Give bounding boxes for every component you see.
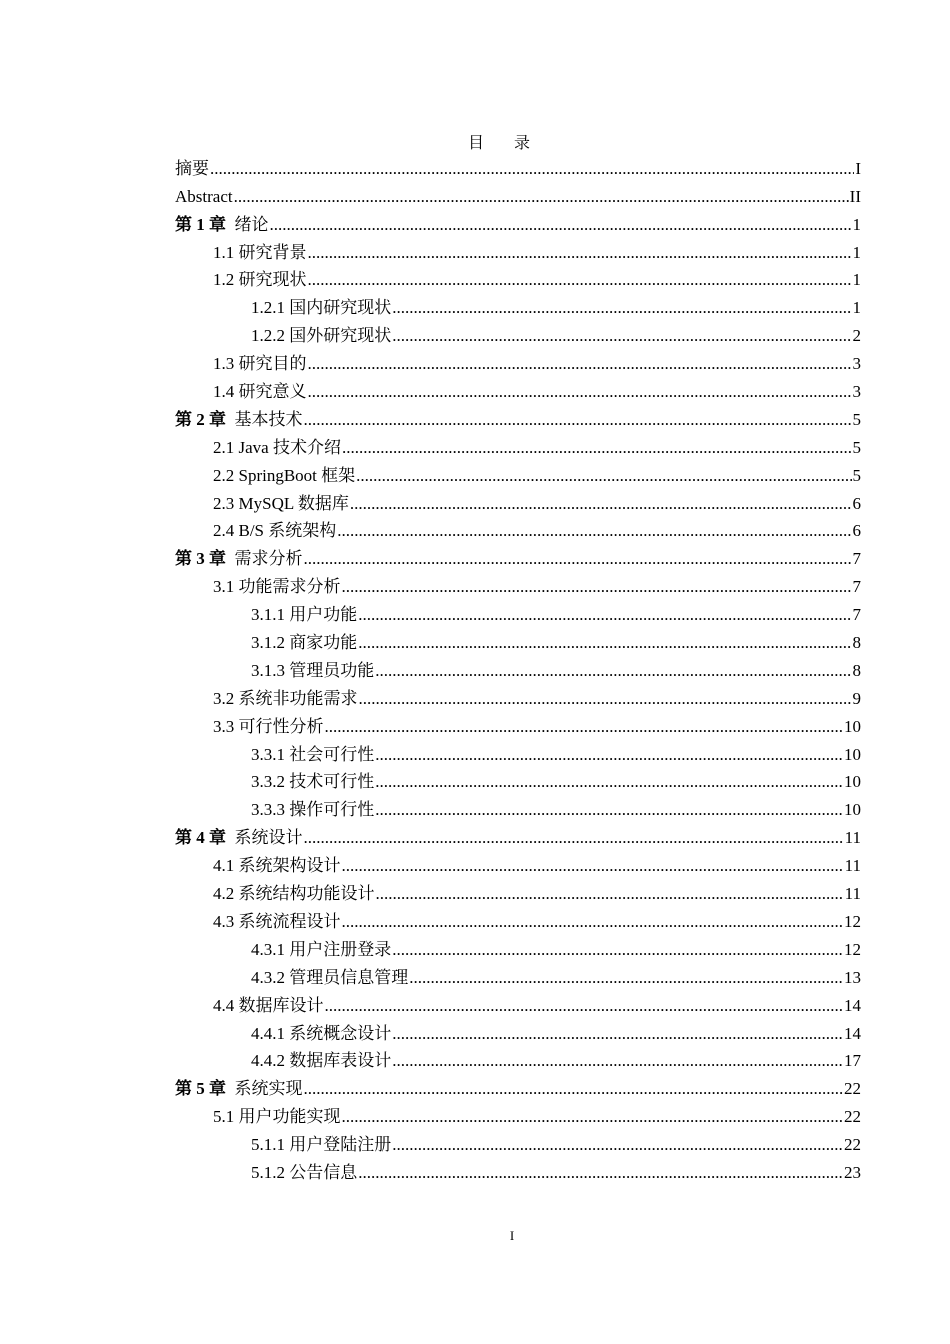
toc-entry-number: 2.1 [213, 437, 235, 457]
toc-entry-label [213, 437, 341, 459]
toc-title: 目录 [467, 135, 560, 152]
toc-entry-page: 11 [844, 828, 861, 848]
dot-leader [375, 660, 851, 682]
toc-entry[interactable] [175, 1045, 861, 1073]
page-number-footer: I [509, 1228, 515, 1243]
toc-entry-text: 研究背景 [238, 242, 307, 262]
toc-entry-page: 14 [844, 995, 861, 1015]
toc-entry[interactable] [175, 515, 861, 543]
toc-entry-number: 4.3.2 [251, 967, 285, 987]
toc-entry-number: 4.3.1 [251, 939, 285, 959]
toc-entry-text: 基本技术 [234, 409, 303, 429]
dot-leader [358, 1162, 843, 1184]
dot-leader [304, 1078, 844, 1100]
toc-entry-label [213, 716, 324, 738]
toc-entry[interactable] [175, 1156, 861, 1184]
dot-leader [356, 465, 851, 487]
toc-entry[interactable] [175, 291, 861, 319]
toc-entry[interactable] [175, 403, 861, 431]
toc-entry-label [213, 576, 341, 598]
toc-entry-text: 技术可行性 [289, 772, 375, 792]
toc-entry-number: 1.2.1 [251, 298, 285, 318]
toc-entry-text: 绪论 [234, 214, 269, 234]
toc-entry-number: 3.3.3 [251, 800, 285, 820]
toc-entry-page: 10 [844, 716, 861, 736]
toc-entry-text: 研究目的 [238, 354, 307, 374]
toc-entry-text: 可行性分析 [238, 716, 324, 736]
toc-entry-label [175, 186, 233, 208]
toc-entry-text: 系统架构设计 [238, 856, 341, 876]
toc-entry-label [213, 1106, 341, 1128]
toc-entry[interactable] [175, 570, 861, 598]
toc-entry[interactable] [175, 431, 861, 459]
toc-entry-number: 1.3 [213, 354, 235, 374]
toc-entry-page: 22 [844, 1079, 861, 1099]
toc-entry[interactable] [175, 933, 861, 961]
toc-entry-label [213, 520, 336, 542]
toc-entry-text: 数据库表设计 [289, 1051, 392, 1071]
toc-entry-page: 1 [852, 214, 861, 234]
dot-leader [308, 353, 852, 375]
toc-entry-page: I [855, 158, 861, 178]
dot-leader [358, 604, 851, 626]
dot-leader [342, 437, 852, 459]
toc-entry-text: SpringBoot 框架 [238, 465, 356, 485]
toc-entry-number: 3.1.3 [251, 660, 285, 680]
toc-entry-number: 第 5 章 [175, 1079, 226, 1099]
toc-entry-text: 用户登陆注册 [289, 1135, 392, 1155]
toc-entry[interactable] [175, 180, 861, 208]
toc-entry[interactable] [175, 766, 861, 794]
dot-leader [304, 827, 844, 849]
toc-entry[interactable] [175, 654, 861, 682]
toc-entry-page: 3 [852, 354, 861, 374]
toc-entry-label [175, 1078, 303, 1100]
toc-entry-label [175, 827, 303, 849]
dot-leader [325, 995, 844, 1017]
toc-entry-number: 1.1 [213, 242, 235, 262]
dot-leader [392, 939, 843, 961]
toc-entry-page: II [849, 186, 861, 206]
toc-entry[interactable] [175, 375, 861, 403]
toc-entry-number: 2.4 [213, 521, 235, 541]
dot-leader [325, 716, 844, 738]
toc-entry[interactable] [175, 793, 861, 821]
toc-entry-text: 国内研究现状 [289, 298, 392, 318]
toc-entry[interactable] [175, 208, 861, 236]
toc-entry-text: B/S 系统架构 [238, 521, 337, 541]
dot-leader [342, 911, 844, 933]
dot-leader [337, 520, 851, 542]
toc-entry-label [251, 660, 374, 682]
toc-entry[interactable] [175, 1017, 861, 1045]
toc-entry-label [213, 855, 341, 877]
toc-entry-text: 系统设计 [234, 828, 303, 848]
toc-entry-page: 11 [844, 884, 861, 904]
toc-entry-label [251, 799, 374, 821]
toc-entry[interactable] [175, 738, 861, 766]
toc-entry-label [251, 939, 391, 961]
toc-entry-number: 2.3 [213, 493, 235, 513]
dot-leader [210, 158, 854, 180]
toc-entry-text: 系统流程设计 [238, 911, 341, 931]
toc-entry-text: 管理员功能 [289, 660, 375, 680]
toc-entry[interactable] [175, 1100, 861, 1128]
toc-entry-label [213, 353, 307, 375]
toc-entry-number: 3.3 [213, 716, 235, 736]
toc-entry-page: 10 [844, 800, 861, 820]
dot-leader [375, 799, 843, 821]
dot-leader [234, 186, 849, 208]
toc-entry-text: 研究现状 [238, 270, 307, 290]
toc-entry-number: 1.2.2 [251, 326, 285, 346]
dot-leader [392, 297, 851, 319]
toc-entry-page: 3 [852, 382, 861, 402]
toc-entry-label [213, 465, 355, 487]
toc-entry-label [251, 1050, 391, 1072]
toc-entry-number: 4.4.1 [251, 1023, 285, 1043]
toc-entry[interactable] [175, 961, 861, 989]
toc-entry-number: 4.4 [213, 995, 235, 1015]
dot-leader [304, 548, 852, 570]
toc-entry-number: 2.2 [213, 465, 235, 485]
toc-entry-label [213, 242, 307, 264]
toc-entry-label [251, 1162, 357, 1184]
toc-entry-page: 6 [852, 521, 861, 541]
toc-entry-page: 13 [844, 967, 861, 987]
toc-entry-text: Java 技术介绍 [238, 437, 341, 457]
toc-entry[interactable] [175, 319, 861, 347]
toc-entry-text: Abstract [175, 186, 233, 206]
toc-entry-page: 7 [852, 577, 861, 597]
dot-leader [358, 632, 851, 654]
toc-entry[interactable] [175, 542, 861, 570]
toc-entry-page: 12 [844, 939, 861, 959]
toc-entry[interactable] [175, 152, 861, 180]
toc-entry-label [251, 771, 374, 793]
toc-entry-text: 操作可行性 [289, 800, 375, 820]
toc-entry-label [251, 632, 357, 654]
toc-entry-text: 商家功能 [289, 633, 358, 653]
dot-leader [342, 855, 844, 877]
toc-entry-page: 5 [852, 437, 861, 457]
dot-leader [376, 883, 844, 905]
dot-leader [342, 576, 852, 598]
toc-entry-page: 5 [852, 465, 861, 485]
toc-entry[interactable] [175, 849, 861, 877]
dot-leader [392, 325, 851, 347]
toc-entry[interactable] [175, 710, 861, 738]
toc-entry[interactable] [175, 264, 861, 292]
toc-entry-label [251, 1023, 391, 1045]
toc-entry-number: 4.1 [213, 856, 235, 876]
toc-entry[interactable] [175, 236, 861, 264]
toc-entry[interactable] [175, 821, 861, 849]
dot-leader [392, 1134, 843, 1156]
dot-leader [342, 1106, 844, 1128]
toc-entry-number: 3.3.1 [251, 744, 285, 764]
dot-leader [270, 214, 852, 236]
toc-entry[interactable] [175, 459, 861, 487]
toc-entry-label [175, 548, 303, 570]
toc-entry[interactable] [175, 877, 861, 905]
dot-leader [308, 381, 852, 403]
toc-entry-page: 5 [852, 409, 861, 429]
toc-entry[interactable] [175, 347, 861, 375]
toc-entry-page: 7 [852, 605, 861, 625]
dot-leader [392, 1050, 843, 1072]
dot-leader [409, 967, 843, 989]
toc-entry-text: 研究意义 [238, 382, 307, 402]
toc-entry-page: 22 [844, 1135, 861, 1155]
toc-entry-number: 5.1 [213, 1107, 235, 1127]
toc-entry-number: 1.4 [213, 382, 235, 402]
toc-entry-number: 5.1.2 [251, 1162, 285, 1182]
toc-entry-number: 1.2 [213, 270, 235, 290]
dot-leader [359, 688, 852, 710]
toc-entry-label [213, 995, 324, 1017]
toc-entry-number: 3.3.2 [251, 772, 285, 792]
toc-entry-label [213, 688, 358, 710]
toc-entry-text: 系统结构功能设计 [238, 884, 375, 904]
toc-entry-number: 3.1.1 [251, 605, 285, 625]
toc-entry-page: 23 [844, 1162, 861, 1182]
toc-entry-page: 22 [844, 1107, 861, 1127]
dot-leader [350, 493, 852, 515]
toc-entry[interactable] [175, 682, 861, 710]
toc-entry[interactable] [175, 626, 861, 654]
toc-entry-text: 用户功能实现 [238, 1107, 341, 1127]
toc-entry-label [175, 409, 303, 431]
toc-entry-page: 10 [844, 744, 861, 764]
toc-entry-number: 5.1.1 [251, 1135, 285, 1155]
toc-entry-label [251, 1134, 391, 1156]
dot-leader [308, 242, 852, 264]
toc-entry-page: 8 [852, 660, 861, 680]
toc-entry-label [251, 297, 391, 319]
dot-leader [392, 1023, 843, 1045]
toc-entry-page: 12 [844, 911, 861, 931]
dot-leader [308, 269, 852, 291]
toc-entry[interactable] [175, 1128, 861, 1156]
toc-entry-page: 6 [852, 493, 861, 513]
toc-entry-label [213, 381, 307, 403]
toc-entry-text: 国外研究现状 [289, 326, 392, 346]
toc-entry-page: 1 [852, 242, 861, 262]
toc-entry-page: 17 [844, 1051, 861, 1071]
toc-entry[interactable] [175, 598, 861, 626]
toc-entry-number: 第 2 章 [175, 409, 226, 429]
toc-entry-text: 数据库设计 [238, 995, 324, 1015]
toc-entry-label [251, 744, 374, 766]
toc-entry-number: 4.3 [213, 911, 235, 931]
toc-entry-number: 第 3 章 [175, 549, 226, 569]
toc-entry-label [175, 158, 209, 180]
toc-entry-label [213, 883, 375, 905]
toc-entry-page: 8 [852, 633, 861, 653]
toc-entry-number: 3.1.2 [251, 633, 285, 653]
toc-entry-text: 系统实现 [234, 1079, 303, 1099]
toc-entry-number: 4.4.2 [251, 1051, 285, 1071]
toc-entry-number: 4.2 [213, 884, 235, 904]
toc-entry-text: 用户功能 [289, 605, 358, 625]
toc-entry[interactable] [175, 905, 861, 933]
toc-entry-text: 系统非功能需求 [238, 688, 358, 708]
toc-entry-text: 社会可行性 [289, 744, 375, 764]
table-of-contents [175, 152, 861, 1184]
toc-entry-text: 用户注册登录 [289, 939, 392, 959]
toc-entry-page: 11 [844, 856, 861, 876]
toc-entry-text: 系统概念设计 [289, 1023, 392, 1043]
toc-entry-text: 功能需求分析 [238, 577, 341, 597]
toc-entry-text: 公告信息 [289, 1162, 358, 1182]
toc-entry-label [251, 604, 357, 626]
toc-entry-label [251, 967, 408, 989]
toc-entry-page: 2 [852, 326, 861, 346]
toc-entry-page: 1 [852, 270, 861, 290]
toc-entry[interactable] [175, 1072, 861, 1100]
toc-entry-number: 第 1 章 [175, 214, 226, 234]
toc-entry-label [213, 911, 341, 933]
toc-entry[interactable] [175, 487, 861, 515]
toc-entry-label [213, 493, 349, 515]
toc-entry-text: 摘要 [175, 158, 209, 178]
dot-leader [375, 744, 843, 766]
toc-entry-page: 7 [852, 549, 861, 569]
toc-entry-text: 管理员信息管理 [289, 967, 409, 987]
toc-entry-label [213, 269, 307, 291]
dot-leader [375, 771, 843, 793]
toc-entry-number: 3.1 [213, 577, 235, 597]
toc-entry-text: MySQL 数据库 [238, 493, 349, 513]
toc-entry-page: 10 [844, 772, 861, 792]
toc-entry-label [175, 214, 269, 236]
toc-entry-text: 需求分析 [234, 549, 303, 569]
toc-entry-number: 3.2 [213, 688, 235, 708]
toc-entry-label [251, 325, 391, 347]
toc-entry-page: 1 [852, 298, 861, 318]
dot-leader [304, 409, 852, 431]
toc-entry-number: 第 4 章 [175, 828, 226, 848]
toc-entry-page: 9 [852, 688, 861, 708]
toc-entry-page: 14 [844, 1023, 861, 1043]
toc-entry[interactable] [175, 989, 861, 1017]
